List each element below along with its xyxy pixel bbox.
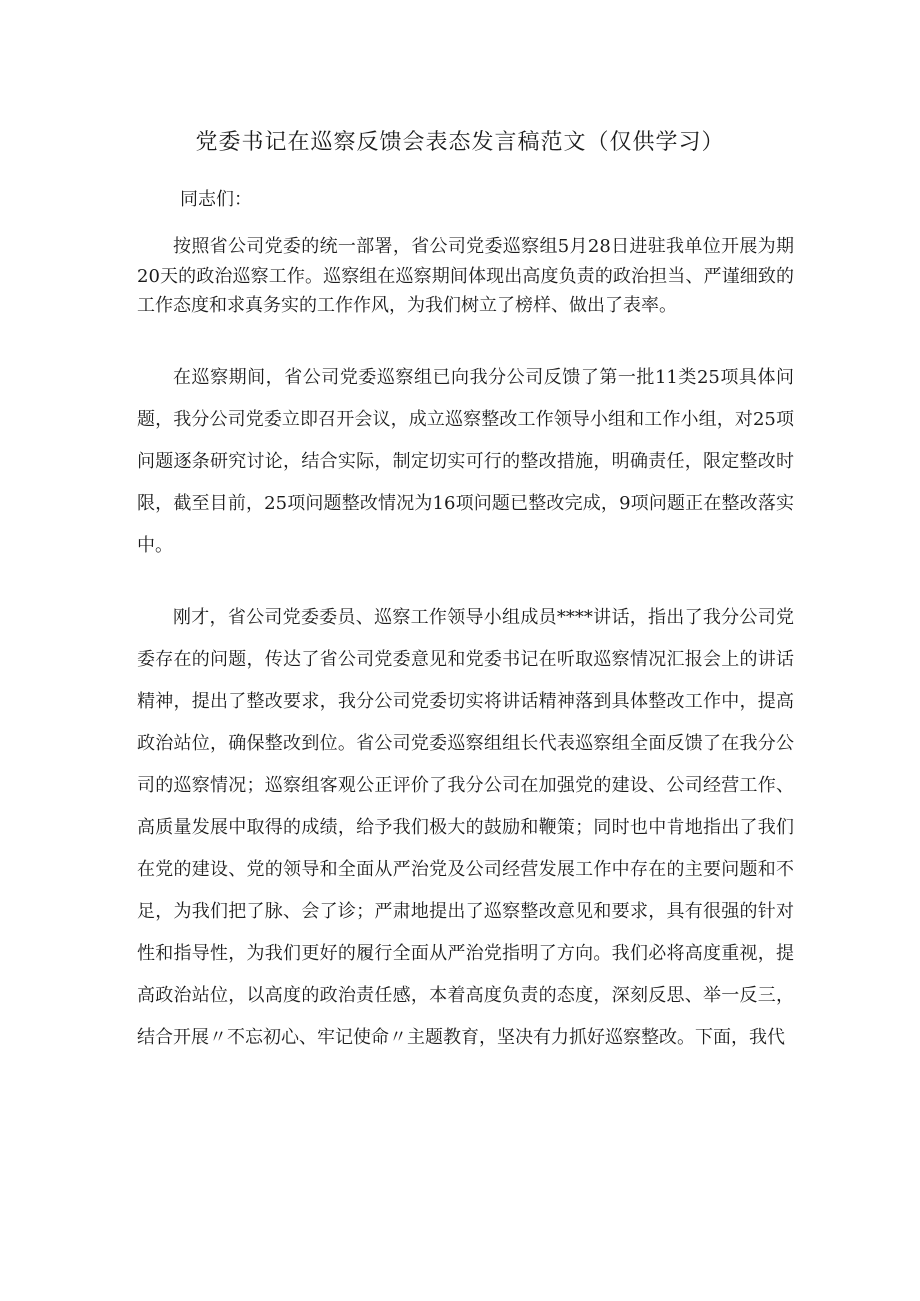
- paragraph-1: 按照省公司党委的统一部署，省公司党委巡察组5月28日进驻我单位开展为期20天的政治巡察工作。巡察组在巡察期间体现出高度负责的政治担当、严谨细致的工作态度和求真务实的工作作风，为我们树立了榜样、做出了表率。: [137, 236, 794, 316]
- paragraph-3: 刚才，省公司党委委员、巡察工作领导小组成员****讲话，指出了我分公司党委存在的问题，传达了省公司党委意见和党委书记在听取巡察情况汇报会上的讲话精神，提出了整改要求，我分公司党委切实将讲话精神落到具体整改工作中，提高政治站位，确保整改到位。省公司党委巡察组组长代表巡察组全面反馈了在我分公司的巡察情况；巡察组客观公正评价了我分公司在加强党的建设、公司经营工作、高质量发展中取得的成绩，给予我们极大的鼓励和鞭策；同时也中肯地指出了我们在党的建设、党的领导和全面从严治党及公司经营发展工作中存在的主要问题和不足，为我们把了脉、会了诊；严肃地提出了巡察整改意见和要求，具有很强的针对性和指导性，为我们更好的履行全面从严治党指明了方向。我们必将高度重视，提高政治站位，以高度的政治责任感，本着高度负责的态度，深刻反思、举一反三，结合开展〃不忘初心、牢记使命〃主题教育，坚决有力抓好巡察整改。下面，我代: [137, 607, 794, 1048]
- document-title: 党委书记在巡察反馈会表态发言稿范文（仅供学习）: [195, 130, 725, 155]
- paragraph-2: 在巡察期间，省公司党委巡察组已向我分公司反馈了第一批11类25项具体问题，我分公司党委立即召开会议，成立巡察整改工作领导小组和工作小组，对25项问题逐条研究讨论，结合实际，制定切实可行的整改措施，明确责任，限定整改时限，截至目前，25项问题整改情况为16项问题已整改完成，9项问题正在整改落实中。: [137, 367, 794, 556]
- greeting: 同志们：: [180, 189, 252, 210]
